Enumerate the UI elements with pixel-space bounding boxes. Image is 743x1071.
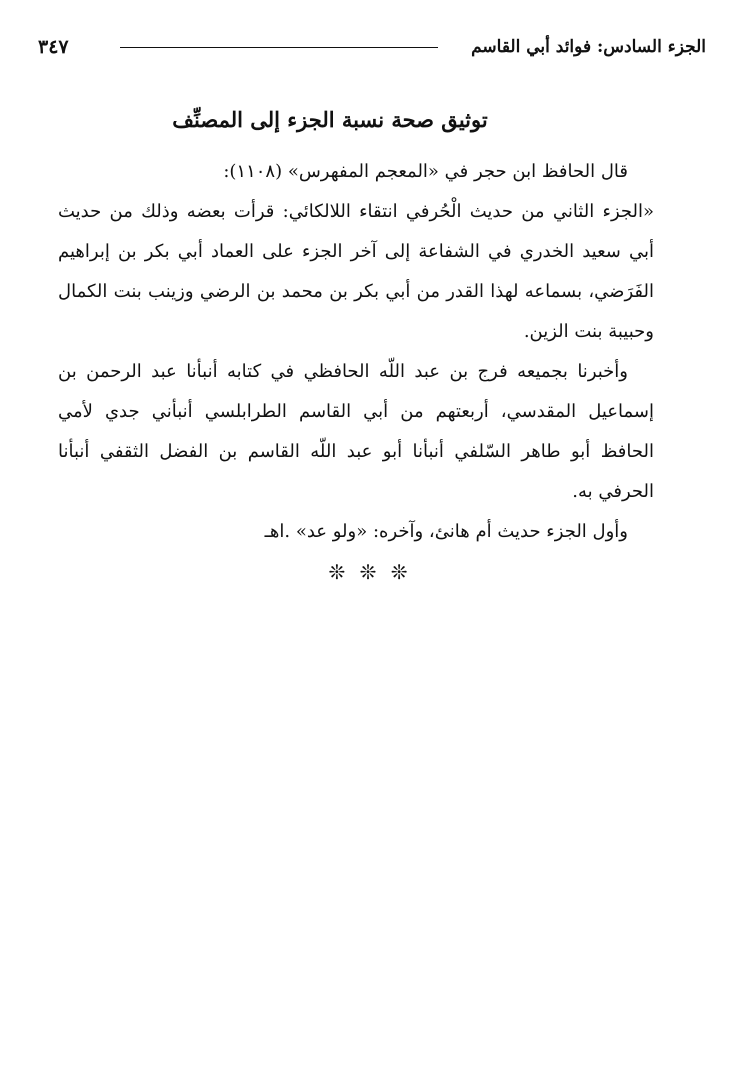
running-header: [38, 34, 706, 60]
header-rule: [120, 47, 438, 48]
body-text: [58, 152, 654, 552]
section-end-ornament: ❊ ❊ ❊: [328, 560, 412, 584]
paragraph-quote: «الجزء الثاني من حديث الْحُرفي انتقاء اللالكائي: قرأت بعضه وذلك من حديث أبي سعيد الخدري في الشفاعة إلى آخر الجزء على العماد أبي بكر بن إبراهيم الفَرَضي، بسماعه لهذا القدر من أبي بكر بن محمد بن الرضي وزينب بنت الكمال وحبيبة بنت الزين.: [58, 201, 654, 342]
paragraph-chain: وأخبرنا بجميعه فرج بن عبد اللّه الحافظي في كتابه أنبأنا عبد الرحمن بن إسماعيل المقدسي، أربعتهم من أبي القاسم الطرابلسي أنبأني جدي لأمي الحافظ أبو طاهر السّلفي أنبأنا أبو عبد اللّه القاسم بن الفضل الثقفي أنبأنا الحرفي به.: [58, 361, 654, 502]
paragraph-intro: قال الحافظ ابن حجر في «المعجم المفهرس» (١١٠٨):: [223, 161, 628, 182]
page-number: ٣٤٧: [38, 36, 69, 58]
section-title: توثيق صحة نسبة الجزء إلى المصنِّف: [172, 107, 488, 132]
running-title: الجزء السادس: فوائد أبي القاسم: [471, 37, 706, 57]
paragraph-closing: وأول الجزء حديث أم هانئ، وآخره: «ولو عد» .اهـ: [264, 521, 628, 542]
